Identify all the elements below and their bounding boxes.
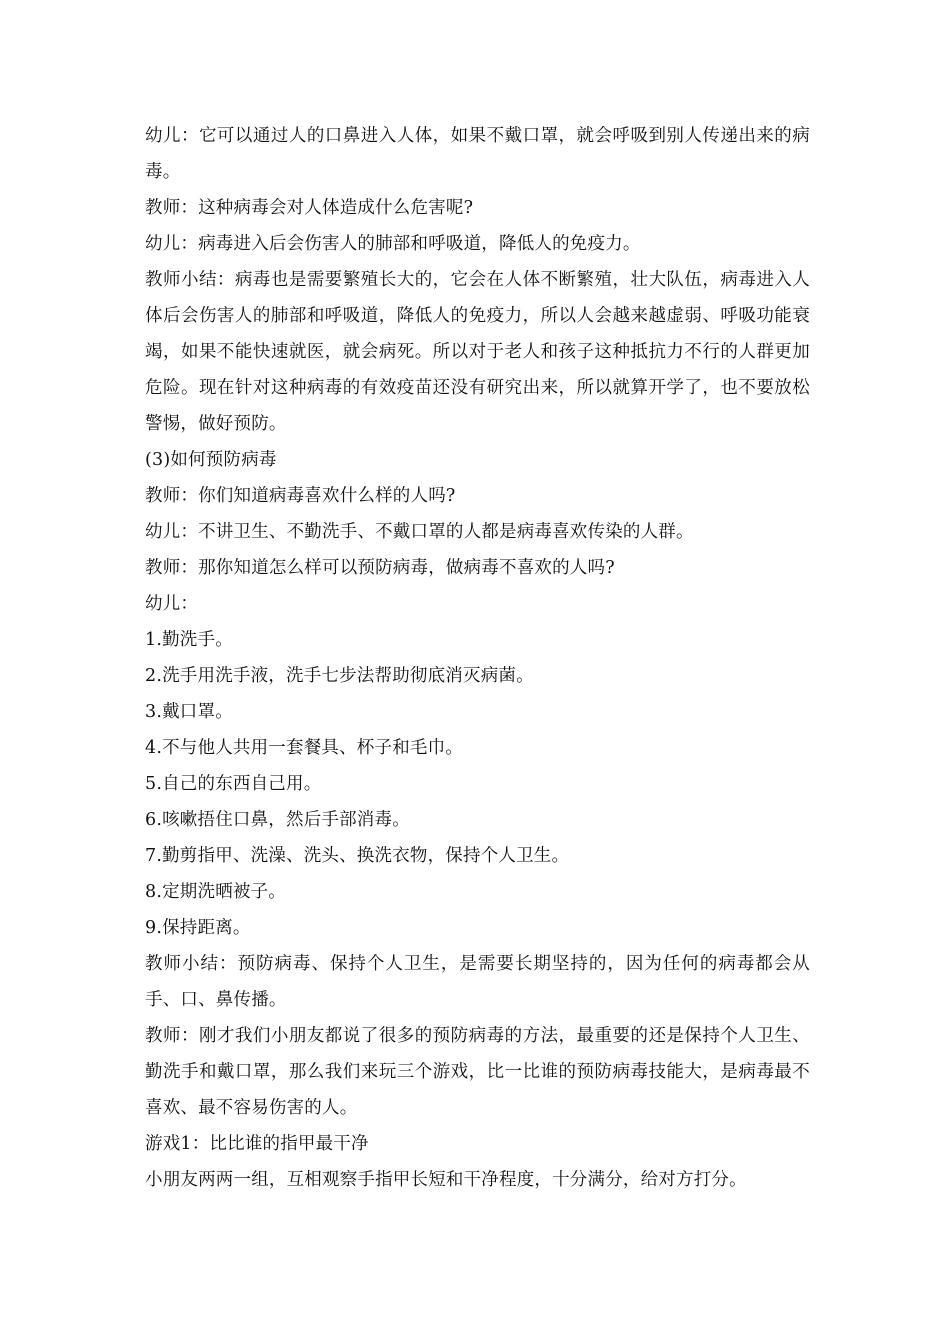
paragraph-game-rules: 小朋友两两一组，互相观察手指甲长短和干净程度，十分满分，给对方打分。 bbox=[145, 1170, 747, 1190]
paragraph-child-answer-harm: 幼儿：病毒进入后会伤害人的肺部和呼吸道，降低人的免疫力。 bbox=[145, 234, 641, 254]
list-item: 7.勤剪指甲、洗澡、洗头、换洗衣物，保持个人卫生。 bbox=[145, 846, 570, 866]
paragraph-teacher-summary-prevention: 教师小结：预防病毒、保持个人卫生，是需要长期坚持的，因为任何的病毒都会从手、口、鼻传播。 bbox=[145, 954, 810, 1010]
paragraph-teacher-question-who: 教师：你们知道病毒喜欢什么样的人吗? bbox=[145, 486, 456, 506]
list-item: 8.定期洗晒被子。 bbox=[145, 882, 286, 902]
list-item: 6.咳嗽捂住口鼻，然后手部消毒。 bbox=[145, 810, 410, 830]
list-item: 3.戴口罩。 bbox=[145, 702, 233, 722]
paragraph-child-label: 幼儿： bbox=[145, 594, 199, 614]
list-item: 2.洗手用洗手液，洗手七步法帮助彻底消灭病菌。 bbox=[145, 666, 534, 686]
paragraph-child-answer-transmission: 幼儿：它可以通过人的口鼻进入人体，如果不戴口罩，就会呼吸到别人传递出来的病毒。 bbox=[145, 126, 810, 182]
paragraph-teacher-question-how: 教师：那你知道怎么样可以预防病毒，做病毒不喜欢的人吗? bbox=[145, 558, 615, 578]
paragraph-teacher-question-harm: 教师：这种病毒会对人体造成什么危害呢? bbox=[145, 198, 474, 218]
list-item: 4.不与他人共用一套餐具、杯子和毛巾。 bbox=[145, 738, 463, 758]
list-item: 1.勤洗手。 bbox=[145, 630, 233, 650]
paragraph-teacher-summary-virus: 教师小结：病毒也是需要繁殖长大的，它会在人体不断繁殖，壮大队伍，病毒进入人体后会伤害人的肺部和呼吸道，降低人的免疫力，所以人会越来越虚弱、呼吸功能衰竭，如果不能快速就医，就会病死。所以对于老人和孩子这种抵抗力不行的人群更加危险。现在针对这种病毒的有效疫苗还没有研究出来，所以就算开学了，也不要放松警惕，做好预防。 bbox=[145, 270, 810, 434]
paragraph-teacher-game-intro: 教师：刚才我们小朋友都说了很多的预防病毒的方法，最重要的还是保持个人卫生、勤洗手和戴口罩，那么我们来玩三个游戏，比一比谁的预防病毒技能大，是病毒最不喜欢、最不容易伤害的人。 bbox=[145, 1026, 810, 1118]
document-body bbox=[145, 118, 810, 1198]
paragraph-child-answer-who: 幼儿：不讲卫生、不勤洗手、不戴口罩的人都是病毒喜欢传染的人群。 bbox=[145, 522, 694, 542]
list-item: 5.自己的东西自己用。 bbox=[145, 774, 322, 794]
list-item: 9.保持距离。 bbox=[145, 918, 251, 938]
section-heading-prevention: (3)如何预防病毒 bbox=[145, 450, 277, 470]
game-heading: 游戏1：比比谁的指甲最干净 bbox=[145, 1134, 369, 1154]
